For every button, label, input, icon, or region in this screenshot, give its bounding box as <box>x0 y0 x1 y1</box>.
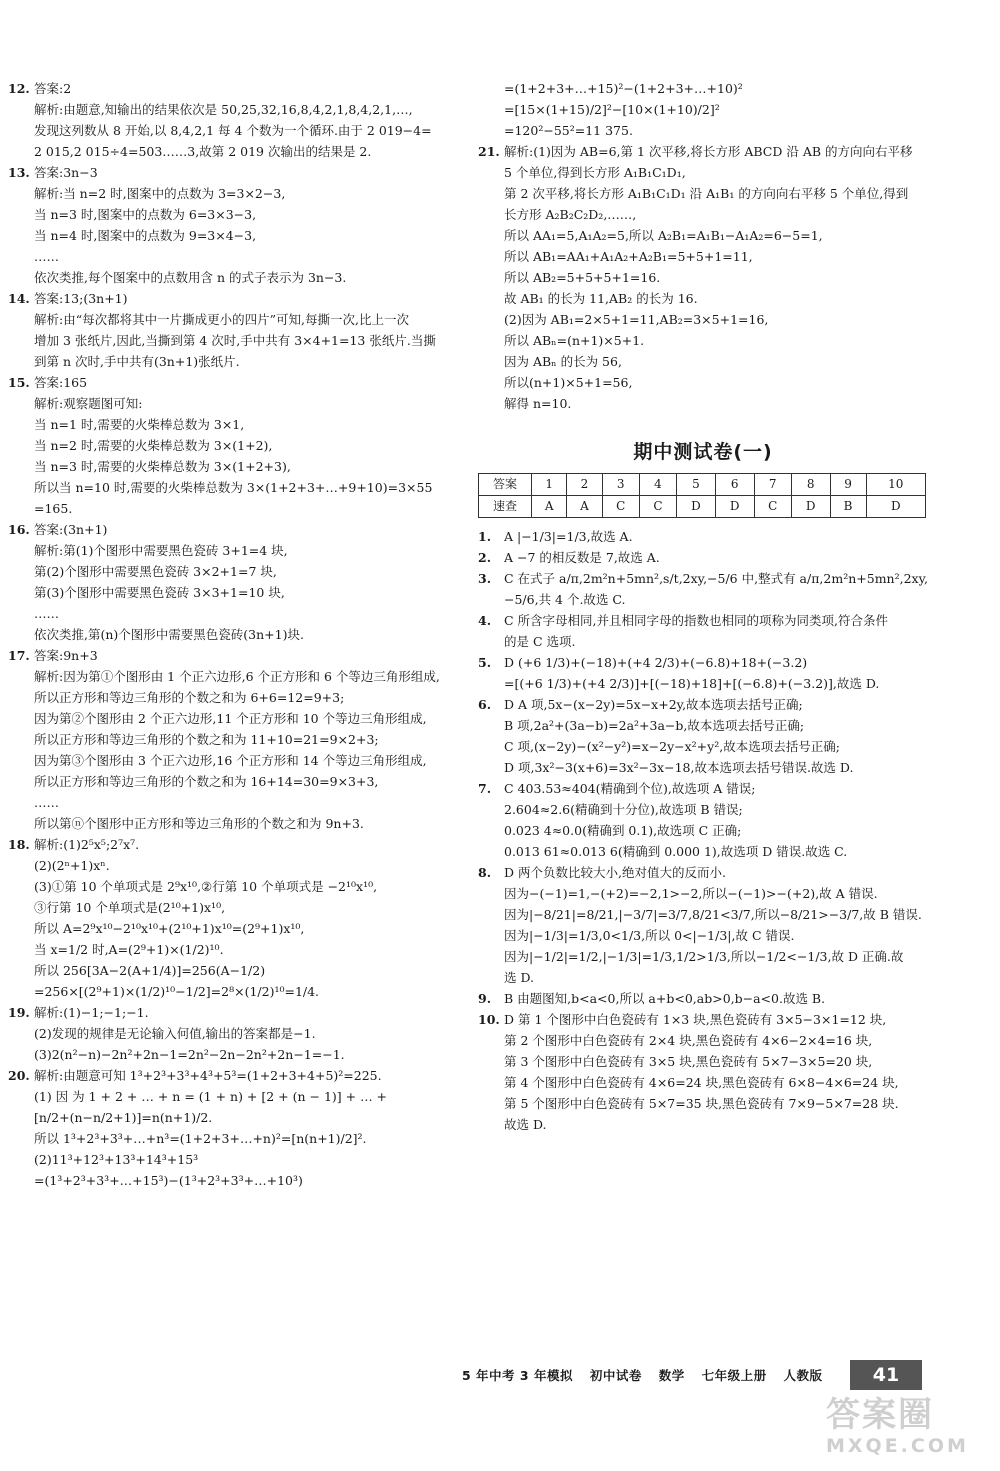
solution-text: 依次类推,每个图案中的点数用含 n 的式子表示为 3n−3. <box>34 270 347 285</box>
solution-line <box>478 330 928 351</box>
solution-text: 所以 1³+2³+3³+…+n³=(1+2+3+…+n)²=[n(n+1)/2]². <box>34 1131 367 1146</box>
answer-table-answer: D <box>677 496 716 518</box>
answer-table-number: 4 <box>639 474 676 496</box>
solution-line <box>8 477 470 498</box>
solution-line <box>8 498 470 519</box>
solution-text: 第 4 个图形中白色瓷砖有 4×6=24 块,黑色瓷砖有 6×8−4×6=24 块, <box>504 1075 899 1090</box>
solution-text: 解析:因为第①个图形由 1 个正六边形,6 个正方形和 6 个等边三角形组成, <box>34 669 440 684</box>
solution-item <box>8 645 470 834</box>
solution-text: 答案:165 <box>34 375 88 390</box>
solution-text: B 项,2a²+(3a−b)=2a²+3a−b,故本选项去括号正确; <box>504 718 805 733</box>
solution-text: 因为第②个图形由 2 个正六边形,11 个正方形和 10 个等边三角形组成, <box>34 711 427 726</box>
solution-line <box>478 183 928 204</box>
solution-line <box>8 939 470 960</box>
solution-line <box>478 589 928 610</box>
solution-text: (2)因为 AB₁=2×5+1=11,AB₂=3×5+1=16, <box>504 312 769 327</box>
solution-text: C 项,(x−2y)−(x²−y²)=x−2y−x²+y²,故本选项去括号正确; <box>504 739 840 754</box>
question-number: 4. <box>478 613 492 628</box>
solution-text: (3)①第 10 个单项式是 2⁹x¹⁰,②行第 10 个单项式是 −2¹⁰x¹⁰, <box>34 879 378 894</box>
solution-item <box>8 288 470 372</box>
right-column <box>478 78 928 1135</box>
solution-line <box>8 99 470 120</box>
page-number: 41 <box>850 1360 922 1390</box>
solution-line <box>478 988 928 1009</box>
solution-line: =120²−55²=11 375. <box>504 123 633 138</box>
answer-table-number: 6 <box>715 474 754 496</box>
solution-text: (2)(2ⁿ+1)xⁿ. <box>34 858 110 873</box>
solution-line <box>478 778 928 799</box>
solution-text: C 所含字母相同,并且相同字母的指数也相同的项称为同类项,符合条件 <box>504 613 888 628</box>
solution-line <box>8 372 470 393</box>
answer-table-number: 10 <box>866 474 925 496</box>
solution-line <box>478 610 928 631</box>
solution-text: 答案:3n−3 <box>34 165 98 180</box>
solution-text: 答案:(3n+1) <box>34 522 108 537</box>
solution-line <box>8 561 470 582</box>
solution-text: D (+6 1/3)+(−18)+(+4 2/3)+(−6.8)+18+(−3.2) <box>504 655 808 670</box>
solution-text: 当 n=2 时,需要的火柴棒总数为 3×(1+2), <box>34 438 273 453</box>
solution-item <box>478 526 928 547</box>
solution-text: A −7 的相反数是 7,故选 A. <box>504 550 660 565</box>
solution-text: =(1³+2³+3³+…+15³)−(1³+2³+3³+…+10³) <box>34 1173 303 1188</box>
answer-table-answer: C <box>754 496 791 518</box>
solution-text: 所以当 n=10 时,需要的火柴棒总数为 3×(1+2+3+…+9+10)=3×55 <box>34 480 433 495</box>
question-number: 18. <box>8 837 30 852</box>
solution-text: 解析:第(1)个图形中需要黑色瓷砖 3+1=4 块, <box>34 543 288 558</box>
answer-table-answer: A <box>567 496 602 518</box>
answer-table-label: 速查 <box>479 496 532 518</box>
solution-text: 答案:13;(3n+1) <box>34 291 128 306</box>
solution-line <box>8 1149 470 1170</box>
solution-line <box>478 1072 928 1093</box>
solution-line <box>478 757 928 778</box>
midterm-solutions <box>478 526 928 1135</box>
solution-line <box>8 1044 470 1065</box>
question-number: 19. <box>8 1005 30 1020</box>
footer-edition: 人教版 <box>783 1368 823 1383</box>
solution-text: 2.604≈2.6(精确到十分位),故选项 B 错误; <box>504 802 743 817</box>
solution-item <box>8 78 470 162</box>
question-number: 14. <box>8 291 30 306</box>
solution-text: 所以 A=2⁹x¹⁰−2¹⁰x¹⁰+(2¹⁰+1)x¹⁰=(2⁹+1)x¹⁰, <box>34 921 305 936</box>
solution-text: 所以正方形和等边三角形的个数之和为 16+14=30=9×3+3, <box>34 774 379 789</box>
solution-text: D 两个负数比较大小,绝对值大的反而小. <box>504 865 726 880</box>
solution-line <box>478 246 928 267</box>
solution-line <box>8 834 470 855</box>
solution-text: 所以 256[3A−2(A+1/4)]=256(A−1/2) <box>34 963 266 978</box>
solution-text: 第(2)个图形中需要黑色瓷砖 3×2+1=7 块, <box>34 564 277 579</box>
solution-line <box>8 687 470 708</box>
solution-item <box>478 568 928 610</box>
solution-text: 所以 ABₙ=(n+1)×5+1. <box>504 333 645 348</box>
watermark <box>826 1395 996 1465</box>
answer-table-label: 答案 <box>479 474 532 496</box>
solution-item <box>478 1009 928 1135</box>
question-number: 5. <box>478 655 492 670</box>
solution-line <box>8 456 470 477</box>
answer-table-number: 3 <box>602 474 639 496</box>
solution-text: =256×[(2⁹+1)×(1/2)¹⁰−1/2]=2⁸×(1/2)¹⁰=1/4. <box>34 984 320 999</box>
section-title: 期中测试卷(一) <box>633 441 773 463</box>
question-number: 12. <box>8 81 30 96</box>
solution-text: 所以正方形和等边三角形的个数之和为 11+10=21=9×2+3; <box>34 732 379 747</box>
answer-table-answer: B <box>830 496 866 518</box>
solution-text: 因为|−8/21|=8/21,|−3/7|=3/7,8/21<3/7,所以−8/21>−3/7,故 B 错误. <box>504 907 922 922</box>
solution-line <box>8 120 470 141</box>
solution-text: (2)11³+12³+13³+14³+15³ <box>34 1152 199 1167</box>
solution-text: 第 5 个图形中白色瓷砖有 5×7=35 块,黑色瓷砖有 7×9−5×7=28 块. <box>504 1096 899 1111</box>
solution-line <box>8 78 470 99</box>
solution-text: 故选 D. <box>504 1117 547 1132</box>
solution-text: C 403.53≈404(精确到个位),故选项 A 错误; <box>504 781 756 796</box>
solution-text: 第(3)个图形中需要黑色瓷砖 3×3+1=10 块, <box>34 585 285 600</box>
solution-line <box>8 267 470 288</box>
solution-line <box>8 708 470 729</box>
solution-line <box>478 862 928 883</box>
solution-item <box>8 372 470 519</box>
solution-text: 到第 n 次时,手中共有(3n+1)张纸片. <box>34 354 240 369</box>
solution-text: 解析:由题意,知输出的结果依次是 50,25,32,16,8,4,2,1,8,4,2,1,…, <box>34 102 413 117</box>
solution-line <box>8 750 470 771</box>
solution-line: =(1+2+3+…+15)²−(1+2+3+…+10)² <box>504 81 743 96</box>
solution-line <box>8 141 470 162</box>
solution-line <box>8 288 470 309</box>
solution-line <box>8 414 470 435</box>
solution-text: ③行第 10 个单项式是(2¹⁰+1)x¹⁰, <box>34 900 226 915</box>
solution-line <box>8 1086 470 1107</box>
solution-text: 第 3 个图形中白色瓷砖有 3×5 块,黑色瓷砖有 5×7−3×5=20 块, <box>504 1054 873 1069</box>
solution-item <box>478 862 928 988</box>
solution-line <box>478 1051 928 1072</box>
solution-text: (2)发现的规律是无论输入何值,输出的答案都是−1. <box>34 1026 316 1041</box>
solution-line <box>8 330 470 351</box>
solution-text: 解析:由题意可知 1³+2³+3³+4³+5³=(1+2+3+4+5)²=225. <box>34 1068 382 1083</box>
solution-line <box>8 351 470 372</box>
question-number: 20. <box>8 1068 30 1083</box>
footer-series: 5 年中考 3 年模拟 <box>462 1368 573 1383</box>
solution-line <box>478 1114 928 1135</box>
solution-line <box>8 897 470 918</box>
solution-item <box>478 652 928 694</box>
solution-text: 选 D. <box>504 970 535 985</box>
answer-table-answer: D <box>866 496 925 518</box>
solution-text: 解得 n=10. <box>504 396 572 411</box>
question-number: 10. <box>478 1012 500 1027</box>
solution-text: 因为|−1/2|=1/2,|−1/3|=1/3,1/2>1/3,所以−1/2<−1/3,故 D 正确.故 <box>504 949 904 964</box>
solution-text: 当 n=4 时,图案中的点数为 9=3×4−3, <box>34 228 257 243</box>
solution-text: 解析:(1)2⁵x⁵;2⁷x⁷. <box>34 837 140 852</box>
answer-table-answer-row <box>479 496 926 518</box>
question-number: 15. <box>8 375 30 390</box>
solution-line <box>478 568 928 589</box>
question-number: 2. <box>478 550 492 565</box>
question-number: 21. <box>478 144 500 159</box>
answer-table-number: 1 <box>532 474 567 496</box>
solution-text: (1) 因 为 1 + 2 + … + n = (1 + n) + [2 + (n − 1)] + … + <box>34 1089 388 1104</box>
solution-text: …… <box>34 606 59 621</box>
question-number: 6. <box>478 697 492 712</box>
solution-text: 当 n=3 时,需要的火柴棒总数为 3×(1+2+3), <box>34 459 291 474</box>
solution-line <box>478 309 928 330</box>
solution-item <box>478 547 928 568</box>
solution-line <box>8 918 470 939</box>
solution-line <box>478 547 928 568</box>
solution-line <box>8 1065 470 1086</box>
answer-table-answer: D <box>715 496 754 518</box>
solution-line <box>478 715 928 736</box>
question-number: 9. <box>478 991 492 1006</box>
solution-item <box>478 778 928 862</box>
solution-text: 第 2 次平移,将长方形 A₁B₁C₁D₁ 沿 A₁B₁ 的方向向右平移 5 个单位,得到 <box>504 186 909 201</box>
solution-text: 发现这列数从 8 开始,以 8,4,2,1 每 4 个数为一个循环.由于 2 019−4= <box>34 123 432 138</box>
solution-line <box>8 393 470 414</box>
solution-line <box>478 267 928 288</box>
solution-line <box>478 225 928 246</box>
solution-line <box>478 736 928 757</box>
solution-line <box>478 141 928 162</box>
q20-continuation <box>478 78 928 141</box>
solution-text: D A 项,5x−(x−2y)=5x−x+2y,故本选项去括号正确; <box>504 697 803 712</box>
solution-line <box>8 1128 470 1149</box>
solution-line <box>8 771 470 792</box>
solution-text: 因为 ABₙ 的长为 56, <box>504 354 622 369</box>
solution-item <box>478 141 928 414</box>
solution-line <box>8 540 470 561</box>
solution-text: B 由题图知,b<a<0,所以 a+b<0,ab>0,b−a<0.故选 B. <box>504 991 826 1006</box>
solution-text: 依次类推,第(n)个图形中需要黑色瓷砖(3n+1)块. <box>34 627 304 642</box>
solution-line <box>478 967 928 988</box>
question-number: 1. <box>478 529 492 544</box>
solution-text: 5 个单位,得到长方形 A₁B₁C₁D₁, <box>504 165 686 180</box>
solution-text: 因为第③个图形由 3 个正六边形,16 个正方形和 14 个等边三角形组成, <box>34 753 427 768</box>
solution-line <box>8 582 470 603</box>
solution-text: 解析:由“每次都将其中一片撕成更小的四片”可知,每撕一次,比上一次 <box>34 312 409 327</box>
answer-table-number: 8 <box>791 474 830 496</box>
solution-text: =[(+6 1/3)+(+4 2/3)]+[(−18)+18]+[(−6.8)+(−3.2)],故选 D. <box>504 676 880 691</box>
solution-line <box>478 162 928 183</box>
watermark-url: MXQE.COM <box>826 1435 969 1457</box>
answer-table-number: 2 <box>567 474 602 496</box>
solution-line <box>8 204 470 225</box>
question-number: 16. <box>8 522 30 537</box>
answer-table-number: 5 <box>677 474 716 496</box>
solution-line <box>8 792 470 813</box>
solution-text: 答案:2 <box>34 81 72 96</box>
answer-table <box>478 473 926 518</box>
solution-item <box>478 610 928 652</box>
solution-text: =165. <box>34 501 73 516</box>
answer-table-answer: A <box>532 496 567 518</box>
answer-table-number-row <box>479 474 926 496</box>
solution-text: 当 n=3 时,图案中的点数为 6=3×3−3, <box>34 207 257 222</box>
solution-line <box>8 1002 470 1023</box>
solution-line <box>478 925 928 946</box>
solution-line <box>8 981 470 1002</box>
answer-table-answer: C <box>639 496 676 518</box>
solution-text: A |−1/3|=1/3,故选 A. <box>504 529 633 544</box>
solution-text: 当 n=1 时,需要的火柴棒总数为 3×1, <box>34 417 245 432</box>
solution-line <box>8 1107 470 1128</box>
solution-line <box>8 960 470 981</box>
solution-text: 的是 C 选项. <box>504 634 576 649</box>
solution-line <box>8 183 470 204</box>
solution-text: [n/2+(n−n/2+1)]=n(n+1)/2. <box>34 1110 213 1125</box>
solution-text: 所以(n+1)×5+1=56, <box>504 375 633 390</box>
solution-line <box>478 1093 928 1114</box>
solution-line <box>478 673 928 694</box>
solution-line <box>478 288 928 309</box>
solution-line <box>478 799 928 820</box>
question-number: 17. <box>8 648 30 663</box>
solution-line <box>8 519 470 540</box>
question-number: 13. <box>8 165 30 180</box>
solution-text: −5/6,共 4 个.故选 C. <box>504 592 626 607</box>
solution-line <box>8 246 470 267</box>
solution-item <box>478 988 928 1009</box>
solution-text: …… <box>34 795 59 810</box>
solution-line <box>478 883 928 904</box>
answer-table-answer: C <box>602 496 639 518</box>
solution-line <box>8 624 470 645</box>
footer-subject: 数学 <box>658 1368 685 1383</box>
solution-text: 第 2 个图形中白色瓷砖有 2×4 块,黑色瓷砖有 4×6−2×4=16 块, <box>504 1033 873 1048</box>
solution-line <box>478 631 928 652</box>
solution-item <box>478 694 928 778</box>
solution-item <box>8 519 470 645</box>
solution-text: C 在式子 a/π,2m²n+5mn²,s/t,2xy,−5/6 中,整式有 a/π,2m²n+5mn²,2xy, <box>504 571 928 586</box>
solution-text: 所以 AA₁=5,A₁A₂=5,所以 A₂B₁=A₁B₁−A₁A₂=6−5=1, <box>504 228 823 243</box>
answer-table-number: 9 <box>830 474 866 496</box>
solution-line <box>478 652 928 673</box>
question-number: 7. <box>478 781 492 796</box>
footer <box>462 1366 834 1384</box>
solution-line <box>8 729 470 750</box>
footer-type: 初中试卷 <box>589 1368 642 1383</box>
solution-line <box>8 435 470 456</box>
solution-line <box>478 1009 928 1030</box>
question-number: 8. <box>478 865 492 880</box>
solution-item <box>8 834 470 1002</box>
solution-line <box>8 603 470 624</box>
left-column <box>8 78 470 1191</box>
solution-line <box>8 855 470 876</box>
solution-line <box>8 666 470 687</box>
solution-text: (3)2(n²−n)−2n²+2n−1=2n²−2n−2n²+2n−1=−1. <box>34 1047 345 1062</box>
solution-line: =[15×(1+15)/2]²−[10×(1+10)/2]² <box>504 102 720 117</box>
solution-line <box>478 526 928 547</box>
solution-text: D 项,3x²−3(x+6)=3x²−3x−18,故本选项去括号错误.故选 D. <box>504 760 854 775</box>
solution-text: 因为|−1/3|=1/3,0<1/3,所以 0<|−1/3|,故 C 错误. <box>504 928 795 943</box>
solution-text: D 第 1 个图形中白色瓷砖有 1×3 块,黑色瓷砖有 3×5−3×1=12 块, <box>504 1012 887 1027</box>
solution-text: 所以第ⓝ个图形中正方形和等边三角形的个数之和为 9n+3. <box>34 816 364 831</box>
solution-text: 增加 3 张纸片,因此,当撕到第 4 次时,手中共有 3×4+1=13 张纸片.当撕 <box>34 333 436 348</box>
solution-line <box>8 645 470 666</box>
solution-text: 所以 AB₂=5+5+5+1=16. <box>504 270 661 285</box>
solution-line <box>8 1023 470 1044</box>
solution-line <box>8 1170 470 1191</box>
solution-text: 因为−(−1)=1,−(+2)=−2,1>−2,所以−(−1)>−(+2),故 A 错误. <box>504 886 878 901</box>
solution-line <box>478 904 928 925</box>
solution-text: 0.023 4≈0.0(精确到 0.1),故选项 C 正确; <box>504 823 742 838</box>
solution-line <box>478 351 928 372</box>
solution-line <box>8 813 470 834</box>
solution-text: 解析:(1)−1;−1;−1. <box>34 1005 149 1020</box>
solution-line <box>8 876 470 897</box>
solution-item <box>8 162 470 288</box>
solution-item <box>8 1002 470 1065</box>
answer-table-number: 7 <box>754 474 791 496</box>
solution-line <box>478 372 928 393</box>
solution-text: 2 015,2 015÷4=503……3,故第 2 019 次输出的结果是 2. <box>34 144 372 159</box>
solution-text: 故 AB₁ 的长为 11,AB₂ 的长为 16. <box>504 291 698 306</box>
solution-text: 所以 AB₁=AA₁+A₁A₂+A₂B₁=5+5+1=11, <box>504 249 753 264</box>
solution-text: 当 x=1/2 时,A=(2⁹+1)×(1/2)¹⁰. <box>34 942 224 957</box>
solution-line <box>478 946 928 967</box>
solution-line <box>478 1030 928 1051</box>
solution-line <box>478 820 928 841</box>
solution-text: 解析:观察题图可知: <box>34 396 143 411</box>
solution-line <box>478 841 928 862</box>
solution-text: 所以正方形和等边三角形的个数之和为 6+6=12=9+3; <box>34 690 345 705</box>
footer-grade: 七年级上册 <box>701 1368 767 1383</box>
solution-text: 答案:9n+3 <box>34 648 98 663</box>
solution-text: 解析:当 n=2 时,图案中的点数为 3=3×2−3, <box>34 186 286 201</box>
answer-table-answer: D <box>791 496 830 518</box>
solution-line <box>478 694 928 715</box>
solution-line <box>478 393 928 414</box>
solution-text: 0.013 61≈0.013 6(精确到 0.000 1),故选项 D 错误.故选 C. <box>504 844 848 859</box>
question-number: 3. <box>478 571 492 586</box>
solution-line <box>478 204 928 225</box>
q21-block <box>478 141 928 414</box>
solution-line <box>8 162 470 183</box>
solution-text: …… <box>34 249 59 264</box>
solution-text: 解析:(1)因为 AB=6,第 1 次平移,将长方形 ABCD 沿 AB 的方向向右平移 <box>504 144 913 159</box>
watermark-text: 答案圈 <box>826 1395 934 1435</box>
solution-line <box>8 309 470 330</box>
solution-text: 长方形 A₂B₂C₂D₂,……, <box>504 207 637 222</box>
solution-item <box>8 1065 470 1191</box>
solution-line <box>8 225 470 246</box>
